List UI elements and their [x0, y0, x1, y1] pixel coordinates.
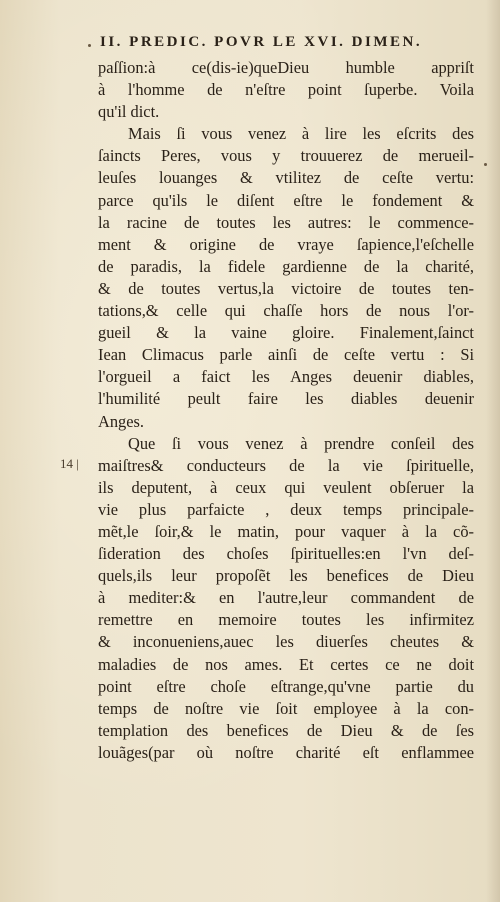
text-line: ſideration des choſes ſpirituelles:en l'vn deſ- — [98, 544, 474, 564]
text-line: ſaincts Peres, vous y trouuerez de merueil- — [98, 146, 474, 166]
margin-note: 14 | — [60, 456, 79, 471]
text-line: l'humilité peult faire les diables deuenir — [98, 389, 474, 409]
text-line: maladies de nos ames. Et certes ce ne doit — [98, 654, 474, 674]
text-line: & de toutes vertus,la victoire de toutes ten- — [98, 278, 474, 298]
text-line: temps de noſtre vie ſoit employee à la con- — [98, 698, 474, 718]
text-line: ils deputent, à ceux qui veulent obſeruer la — [98, 477, 474, 497]
text-line: l'orgueil a faict les Anges deuenir diables, — [98, 367, 474, 387]
text-line: gueil & la vaine gloire. Finalement,ſainct — [98, 323, 474, 343]
text-line: à mediter:& en l'autre,leur commandent de — [98, 588, 474, 608]
text-line: remettre en memoire toutes les infirmitez — [98, 610, 474, 630]
text-line: Que ſi vous venez à prendre conſeil des — [128, 433, 474, 453]
text-line: paſſion:à ce(dis-ie)queDieu humble appriſt — [98, 58, 474, 77]
text-line: tations,& celle qui chaſſe hors de nous l'or- — [98, 301, 474, 321]
text-line: de paradis, la fidele gardienne de la charité, — [98, 256, 474, 276]
text-line: Iean Climacus parle ainſi de ceſte vertu : Si — [98, 345, 474, 365]
text-line: qu'il dict. — [98, 102, 160, 122]
text-line: point eſtre choſe eſtrange,qu'vne partie du — [98, 676, 474, 696]
ink-speck — [88, 44, 91, 47]
text-line: mẽt,le ſoir,& le matin, pour vaquer à la cõ- — [98, 521, 474, 541]
body-text — [98, 57, 474, 764]
ink-speck — [484, 163, 487, 166]
text-line: leuſes louanges & vtilitez de ceſte vertu: — [98, 168, 474, 188]
text-line: Anges. — [98, 411, 144, 431]
text-line: vie plus parfaicte , deux temps principale- — [98, 499, 474, 519]
text-line: à l'homme de n'eſtre point ſuperbe. Voila — [98, 80, 474, 100]
text-line: & inconueniens,auec les diuerſes cheutes & — [98, 632, 474, 652]
text-line: maiſtres& conducteurs de la vie ſpirituelle, — [98, 455, 474, 475]
text-line: Mais ſi vous venez à lire les eſcrits des — [128, 124, 474, 144]
text-line: ment & origine de vraye ſapience,l'eſchelle — [98, 234, 474, 254]
text-line: quels,ils leur propoſẽt les benefices de Dieu — [98, 566, 474, 586]
running-head: II. PREDIC. POVR LE XVI. DIMEN. — [100, 34, 423, 50]
text-line: templation des benefices de Dieu & de ſes — [98, 720, 474, 740]
text-line: parce qu'ils le diſent eſtre le fondement & — [98, 190, 474, 210]
text-line: la racine de toutes les autres: le commence- — [98, 212, 474, 232]
text-line: louãges(par où noſtre charité eſt enflammee — [98, 742, 474, 762]
